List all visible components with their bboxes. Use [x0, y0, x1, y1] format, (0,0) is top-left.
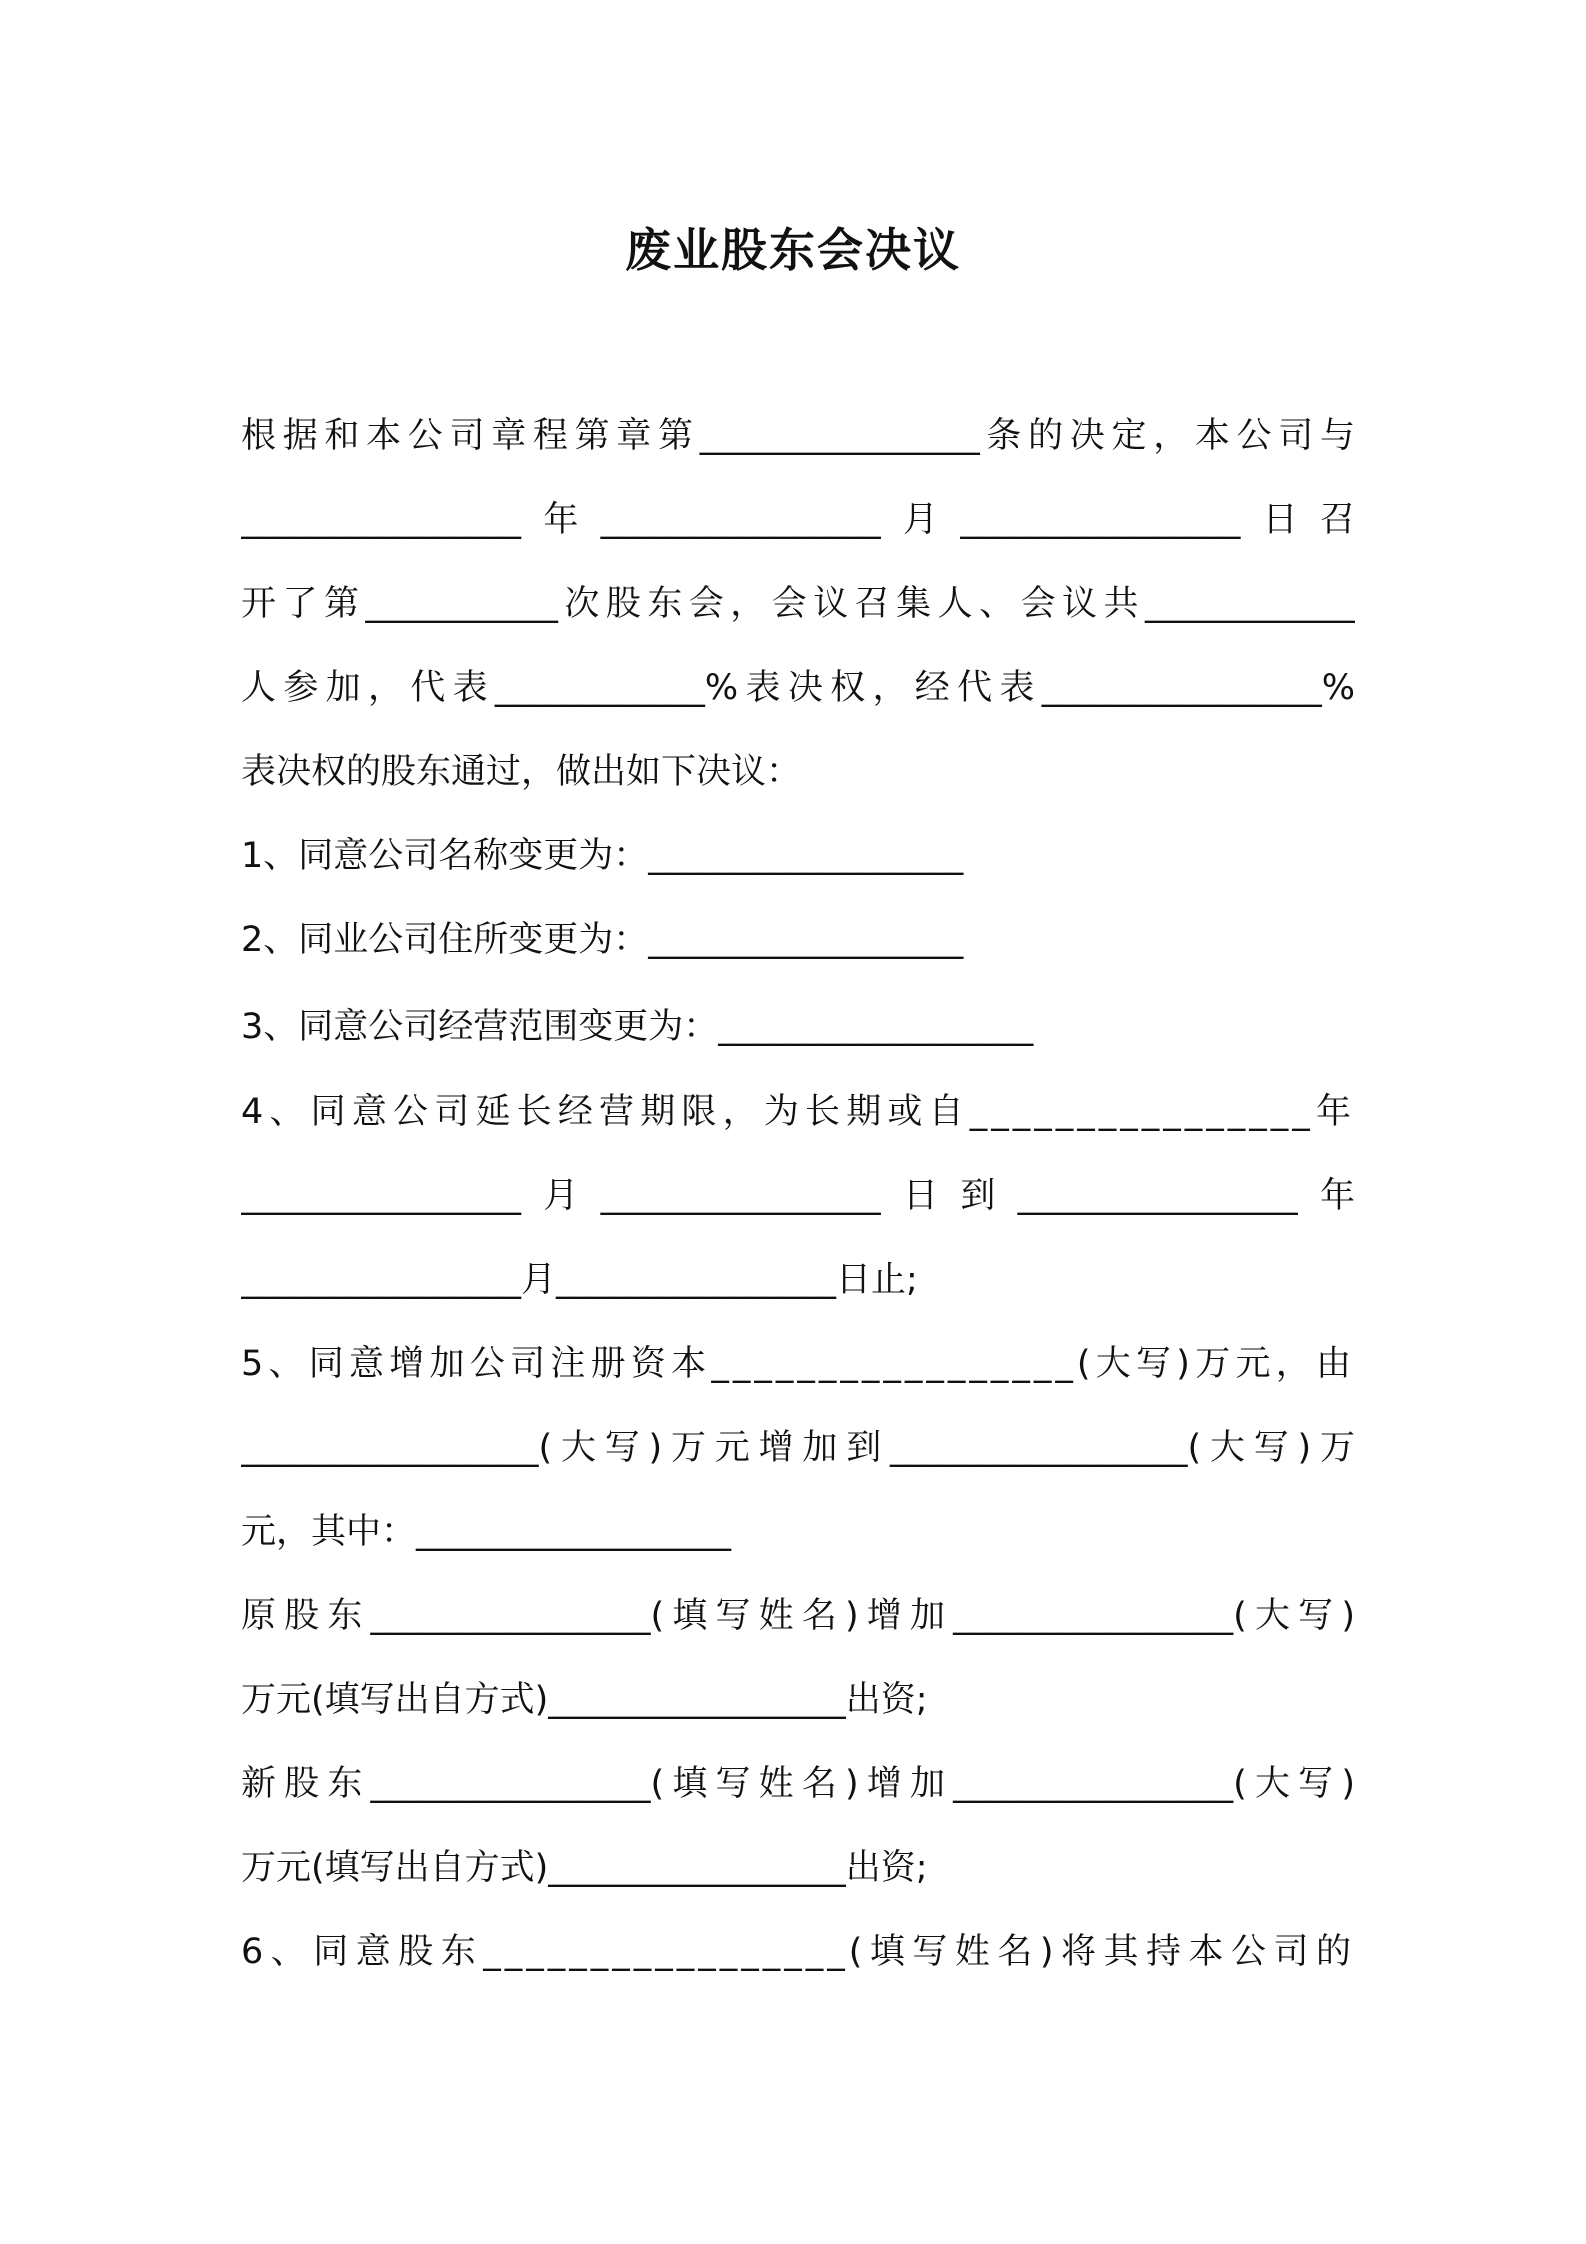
text-line-11: ________________月________________日止;: [241, 1260, 918, 1300]
text-line-1: 根据和本公司章程第章第________________条的决定，本公司与: [241, 416, 1355, 456]
new-shareholder-line: 新股东________________(填写姓名)增加________________(大写): [241, 1764, 1355, 1804]
text-line-2: ________________年________________月________________日召: [241, 500, 1355, 540]
resolution-item-5: 5、同意增加公司注册资本_________________(大写)万元，由: [241, 1344, 1355, 1384]
text-line-16: 万元(填写出自方式)_________________出资;: [241, 1680, 928, 1720]
existing-shareholder-line: 原股东________________(填写姓名)增加________________(大写): [241, 1596, 1355, 1636]
document-title: 废业股东会决议: [625, 223, 961, 277]
text-line-14: 元，其中：__________________: [241, 1512, 732, 1552]
resolution-item-6: 6、同意股东_________________(填写姓名)将其持本公司的: [241, 1932, 1355, 1972]
text-line-4: 人参加，代表____________%表决权，经代表________________%: [241, 668, 1355, 708]
resolution-item-3: 3、同意公司经营范围变更为：__________________: [241, 1007, 1034, 1047]
text-line-18: 万元(填写出自方式)_________________出资;: [241, 1848, 928, 1888]
text-line-10: ________________月________________日到________________年: [241, 1176, 1355, 1216]
text-line-5: 表决权的股东通过，做出如下决议：: [241, 752, 802, 792]
resolution-item-2: 2、同业公司住所变更为：__________________: [241, 920, 964, 960]
text-line-3: 开了第___________次股东会，会议召集人、会议共____________: [241, 584, 1355, 624]
resolution-item-4: 4、同意公司延长经营期限，为长期或自________________年: [241, 1092, 1355, 1132]
resolution-item-1: 1、同意公司名称变更为：__________________: [241, 836, 964, 876]
text-line-13: _________________(大写)万元增加到_________________(大写)万: [241, 1428, 1355, 1468]
